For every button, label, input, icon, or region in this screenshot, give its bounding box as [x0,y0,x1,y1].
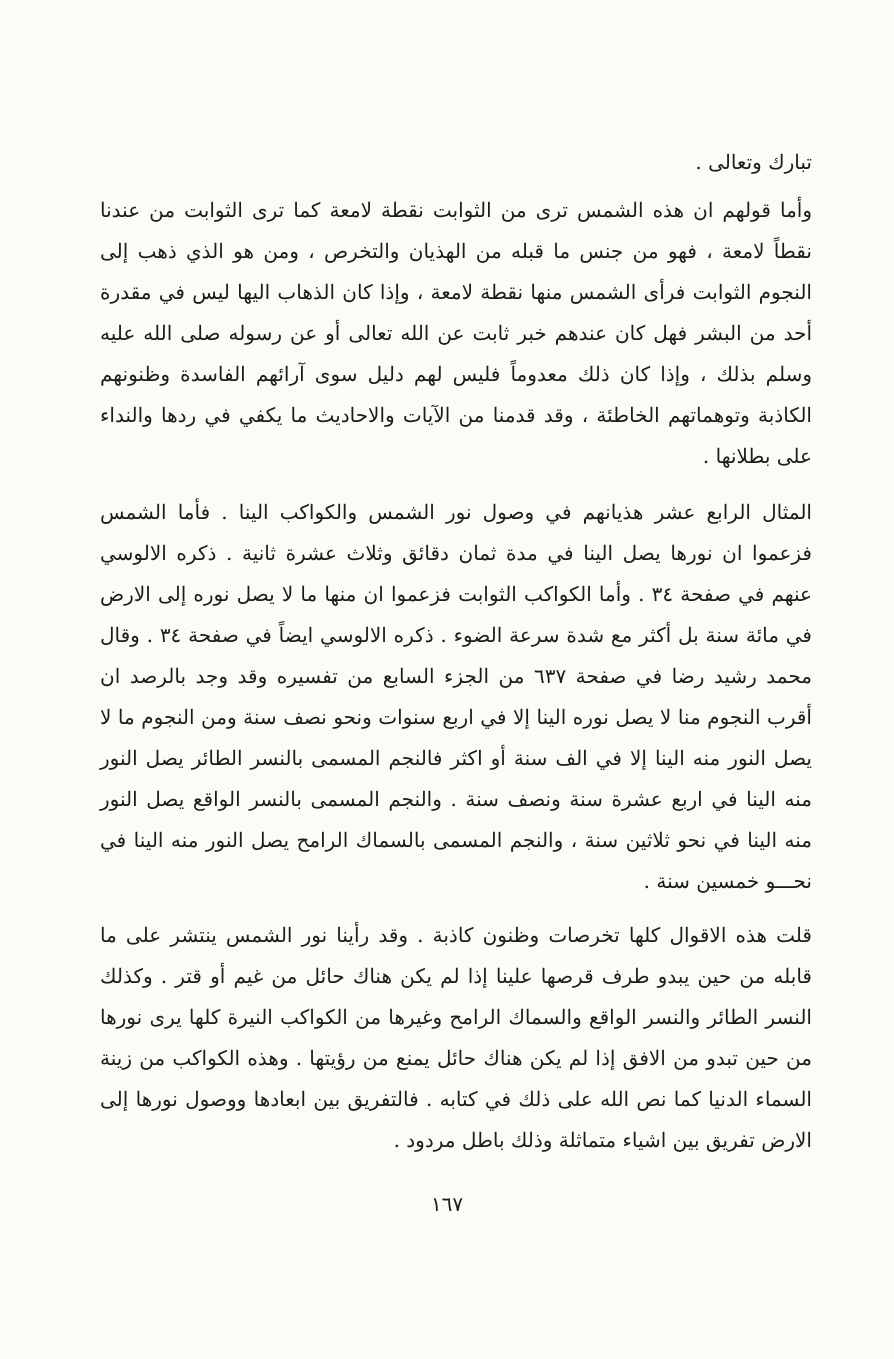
opening-line: تبارك وتعالى . [695,150,812,174]
paragraph-rebuttal: قلت هذه الاقوال كلها تخرصات وظنون كاذبة . وقد رأينا نور الشمس ينتشر على ما قابله من حين يبدو طرف قرصها علينا إذا لم يكن هناك حائل من غيم أو قتر . وكذلك النسر الطائر والنسر الواقع والسماك الرامح وغيرها من الكواكب النيرة كلها يرى نورها من حين تبدو من الافق إذا لم يكن هناك حائل يمنع من رؤيتها . وهذه الكواكب من زينة السماء الدنيا كما نص الله على ذلك في كتابه . فالتفريق بين ابعادها ووصول نورها إلى الارض تفريق بين اشياء متماثلة وذلك باطل مردود . [100,923,812,1152]
page-number: ١٦٧ [430,1192,464,1216]
paragraph-shams-thawabit: وأما قولهم ان هذه الشمس ترى من الثوابت نقطة لامعة كما ترى الثوابت من عندنا نقطاً لامعة ، فهو من جنس ما قبله من الهذيان والتخرص ، ومن هو الذي ذهب إلى النجوم الثوابت فرأى الشمس منها نقطة لامعة ، وإذا كان الذهاب اليها ليس في مقدرة أحد من البشر فهل كان عندهم خبر ثابت عن الله تعالى أو عن رسوله صلى الله عليه وسلم بذلك ، وإذا كان ذلك معدوماً فليس لهم دليل سوى آرائهم الفاسدة وظنونهم الكاذبة وتوهماتهم الخاطئة ، وقد قدمنا من الآيات والاحاديث ما يكفي في ردها والنداء على بطلانها . [100,198,812,468]
paragraph-example-fourteen: المثال الرابع عشر هذيانهم في وصول نور الشمس والكواكب الينا . فأما الشمس فزعموا ان نورها يصل الينا في مدة ثمان دقائق وثلاث عشرة ثانية . ذكره الالوسي عنهم في صفحة ٣٤ . وأما الكواكب الثوابت فزعموا ان منها ما لا يصل نوره إلى الارض في مائة سنة بل أكثر مع شدة سرعة الضوء . ذكره الالوسي ايضاً في صفحة ٣٤ . وقال محمد رشيد رضا في صفحة ٦٣٧ من الجزء السابع من تفسيره وقد وجد بالرصد ان أقرب النجوم منا لا يصل نوره الينا إلا في اربع سنوات ونحو نصف سنة ومن النجوم ما لا يصل النور منه الينا إلا في الف سنة أو اكثر فالنجم المسمى بالنسر الطائر يصل النور منه الينا في اربع عشرة سنة ونصف سنة . والنجم المسمى بالنسر الواقع يصل النور منه الينا في نحو ثلاثين سنة ، والنجم المسمى بالسماك الرامح يصل النور منه الينا في نحـــو خمسين سنة . [100,500,812,893]
